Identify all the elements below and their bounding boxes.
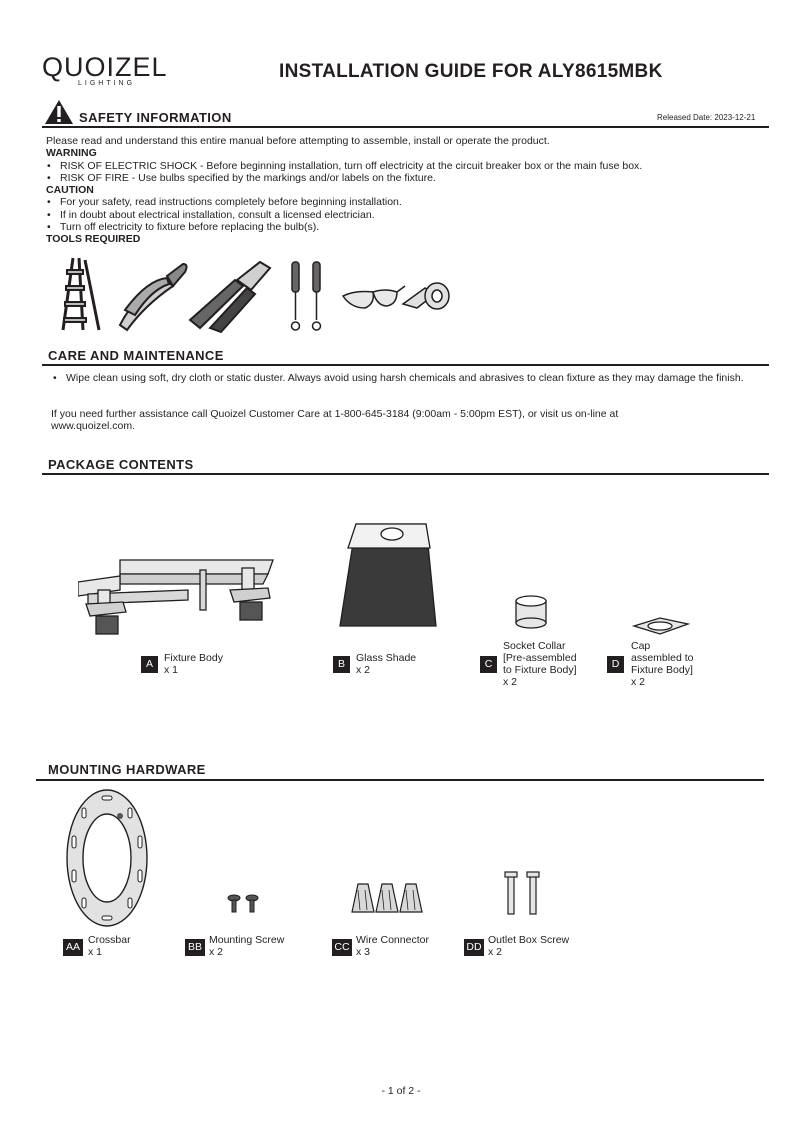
item-tag: AA bbox=[63, 939, 83, 956]
divider bbox=[42, 473, 769, 475]
item-name: Glass Shade bbox=[356, 652, 417, 664]
pliers-icon bbox=[120, 264, 187, 330]
released-date: Released Date: 2023-12-21 bbox=[657, 113, 756, 122]
item-name: Outlet Box Screw bbox=[488, 934, 570, 946]
mounting-screw-illustration bbox=[224, 894, 262, 914]
list-item: • Turn off electricity to fixture before replacing the bulb(s). bbox=[46, 221, 776, 233]
item-note: [Pre-assembled bbox=[503, 652, 577, 664]
care-heading: CARE AND MAINTENANCE bbox=[48, 348, 224, 363]
item-name: Crossbar bbox=[88, 934, 131, 946]
item-name: Wire Connector bbox=[356, 934, 429, 946]
warning-triangle-icon bbox=[44, 99, 74, 125]
item-caption bbox=[356, 934, 429, 958]
item-caption bbox=[356, 652, 416, 676]
wire-connector-illustration bbox=[350, 880, 430, 916]
item-caption bbox=[164, 652, 223, 676]
item-qty: x 1 bbox=[164, 664, 179, 676]
divider bbox=[42, 126, 769, 128]
ladder-icon bbox=[63, 258, 99, 330]
socket-collar-illustration bbox=[512, 595, 552, 629]
item-tag: BB bbox=[185, 939, 205, 956]
brand-logo: QUOIZEL bbox=[42, 52, 168, 82]
item-tag: D bbox=[607, 656, 624, 673]
item-name: Cap bbox=[631, 640, 651, 652]
item-tag: DD bbox=[464, 939, 484, 956]
item-caption bbox=[88, 934, 131, 958]
item-name: Fixture Body bbox=[164, 652, 223, 664]
item-qty: x 1 bbox=[88, 946, 103, 958]
website-link[interactable]: www.quoizel.com. bbox=[51, 420, 136, 433]
assist-text bbox=[51, 408, 767, 433]
assist-line: If you need further assistance call Quoizel Customer Care at 1-800-645-3184 (9:00am - 5:00pm EST), or visit us on-line at bbox=[51, 408, 619, 420]
tools-label: TOOLS REQUIRED bbox=[46, 233, 141, 246]
item-qty: x 3 bbox=[356, 946, 371, 958]
item-qty: x 2 bbox=[356, 664, 371, 676]
item-note: Fixture Body] bbox=[631, 664, 693, 676]
safety-intro: Please read and understand this entire manual before attempting to assemble, install or operate the product. bbox=[46, 135, 550, 147]
item-tag: CC bbox=[332, 939, 352, 956]
warning-label: WARNING bbox=[46, 147, 97, 160]
item-caption bbox=[503, 640, 577, 688]
item-tag: A bbox=[141, 656, 158, 673]
hardware-heading: MOUNTING HARDWARE bbox=[48, 762, 206, 777]
brand-logo-sub: LIGHTING bbox=[78, 80, 136, 87]
item-name: Mounting Screw bbox=[209, 934, 285, 946]
list-item: • For your safety, read instructions completely before beginning installation. bbox=[46, 196, 776, 208]
item-caption bbox=[488, 934, 569, 958]
outlet-box-screw-illustration bbox=[500, 870, 544, 916]
page-number: - 1 of 2 - bbox=[381, 1085, 421, 1097]
item-qty: x 2 bbox=[488, 946, 503, 958]
item-tag: C bbox=[480, 656, 497, 673]
fixture-body-illustration bbox=[78, 550, 288, 650]
safety-body bbox=[46, 135, 776, 246]
glass-shade-illustration bbox=[336, 518, 446, 630]
list-item: • If in doubt about electrical installation, consult a licensed electrician. bbox=[46, 209, 776, 221]
item-name: Socket Collar bbox=[503, 640, 566, 652]
item-qty: x 2 bbox=[631, 676, 646, 688]
list-item: • Wipe clean using soft, dry cloth or static duster. Always avoid using harsh chemicals and abrasives to clean fixture as they may damage the finish. bbox=[52, 372, 768, 384]
electrical-tape-icon bbox=[403, 283, 449, 309]
wire-stripper-icon bbox=[190, 262, 270, 332]
crossbar-illustration bbox=[62, 786, 152, 930]
screwdriver-icon bbox=[292, 262, 321, 330]
safety-heading: SAFETY INFORMATION bbox=[79, 110, 232, 125]
package-heading: PACKAGE CONTENTS bbox=[48, 457, 194, 472]
item-note: to Fixture Body] bbox=[503, 664, 577, 676]
divider bbox=[36, 779, 764, 781]
list-item: • RISK OF FIRE - Use bulbs specified by the markings and/or labels on the fixture. bbox=[46, 172, 776, 184]
item-qty: x 2 bbox=[503, 676, 518, 688]
care-body bbox=[52, 372, 768, 384]
item-tag: B bbox=[333, 656, 350, 673]
item-caption bbox=[209, 934, 284, 958]
safety-glasses-icon bbox=[343, 286, 405, 308]
tools-illustration bbox=[55, 250, 460, 338]
cap-illustration bbox=[630, 614, 690, 638]
item-caption bbox=[631, 640, 693, 688]
caution-label: CAUTION bbox=[46, 184, 94, 197]
item-qty: x 2 bbox=[209, 946, 224, 958]
item-note: assembled to bbox=[631, 652, 694, 664]
page-title: INSTALLATION GUIDE FOR ALY8615MBK bbox=[279, 61, 663, 82]
list-item: • RISK OF ELECTRIC SHOCK - Before beginning installation, turn off electricity at the circuit breaker box or the main fuse box. bbox=[46, 160, 776, 172]
divider bbox=[42, 364, 769, 366]
